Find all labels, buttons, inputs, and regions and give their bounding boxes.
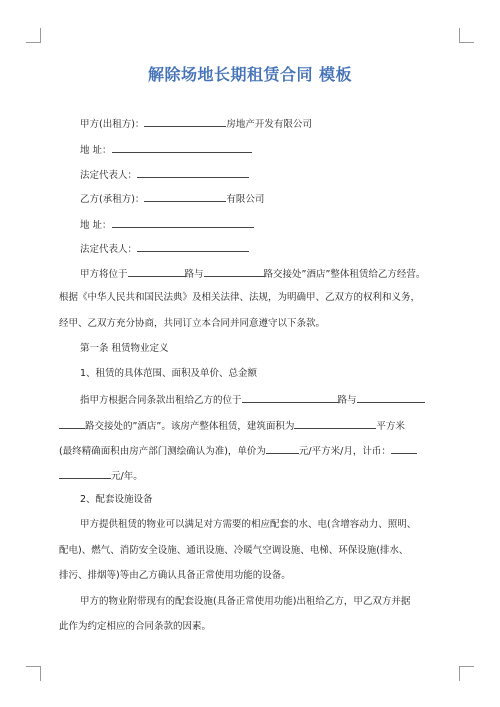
body-text: 元/平方米/月，计币：: [298, 446, 391, 457]
crop-mark-bottom-right: [459, 666, 474, 681]
party-b-name-blank[interactable]: [144, 190, 226, 202]
party-b-label: 乙方(承租方)：: [80, 194, 145, 205]
annual-total-blank[interactable]: [59, 467, 111, 479]
article-1-p2-line-1: 甲方提供租赁的物业可以满足对方需要的相应配套的水、电(含增容动力、照明、: [80, 519, 417, 530]
article-1-sub-2: 2、配套设施设备: [80, 494, 153, 505]
article-1-p1-line-2: [59, 417, 405, 434]
body-text: (最终精确面积由房产部门测绘确认为准)，单价为: [59, 446, 266, 457]
road-3-blank[interactable]: [242, 391, 338, 403]
party-a-name-blank[interactable]: [144, 115, 226, 127]
area-blank[interactable]: [294, 417, 376, 429]
road-2-blank[interactable]: [204, 265, 264, 277]
crop-mark-top-left: [26, 28, 41, 43]
article-1-p3-line-2: 此作为约定相应的合同条款的因素。: [59, 621, 212, 632]
party-a-rep-label: 法定代表人：: [80, 170, 138, 181]
intro-line-3: 经甲、乙双方充分协商，共同订立本合同并同意遵守以下条款。: [59, 318, 326, 329]
party-a-rep-blank[interactable]: [137, 166, 249, 178]
intro-text: 路交接处”酒店”整体租赁给乙方经营。: [263, 269, 426, 280]
article-1-sub-1: 1、租赁的具体范围、面积及单价、总金额: [80, 368, 258, 379]
party-a-address-blank[interactable]: [112, 141, 252, 153]
article-1-p1-line-4: [59, 467, 143, 484]
unit-price-blank[interactable]: [266, 442, 299, 454]
body-text: 平方米: [376, 421, 405, 432]
party-a-suffix: 房地产开发有限公司: [226, 119, 312, 130]
road-4-continued-blank[interactable]: [59, 417, 85, 429]
party-a-rep-line: [80, 166, 249, 183]
intro-line-1: [80, 265, 425, 282]
road-4-blank[interactable]: [357, 391, 425, 403]
body-text: 元/年。: [111, 471, 143, 482]
party-b-suffix: 有限公司: [226, 194, 265, 205]
party-a-label: 甲方(出租方)：: [80, 119, 145, 130]
party-b-rep-label: 法定代表人：: [80, 244, 138, 255]
article-1-p1-line-1: [80, 391, 425, 408]
party-a-address-line: [80, 141, 252, 158]
currency-blank[interactable]: [391, 442, 417, 454]
crop-mark-bottom-left: [26, 666, 41, 681]
road-1-blank[interactable]: [128, 265, 185, 277]
article-1-p2-line-3: 排污、排烟等)等由乙方确认具备正常使用功能的设备。: [59, 570, 291, 581]
party-a-line: [80, 115, 312, 132]
body-text: 路交接处的”酒店”。该房产整体租赁，建筑面积为: [85, 421, 295, 432]
party-b-address-label: 地 址：: [80, 220, 112, 231]
party-b-rep-line: [80, 240, 249, 257]
intro-text: 路与: [184, 269, 204, 280]
article-1-p3-line-1: 甲方的物业附带现有的配套设施(具备正常使用功能)出租给乙方，甲乙双方并据: [80, 596, 411, 607]
intro-text: 甲方将位于: [80, 269, 128, 280]
party-b-address-line: [80, 216, 254, 233]
document-title: 解除场地长期租赁合同 模板: [147, 65, 353, 84]
article-1-p2-line-2: 配电)、燃气、消防安全设施、通讯设施、冷暖气空调设施、电梯、环保设施(排水、: [59, 545, 409, 556]
party-a-address-label: 地 址：: [80, 145, 112, 156]
crop-mark-top-right: [459, 28, 474, 43]
body-text: 路与: [337, 395, 357, 406]
article-1-heading: 第一条 租赁物业定义: [80, 343, 169, 354]
party-b-line: [80, 190, 264, 207]
body-text: 指甲方根据合同条款出租给乙方的位于: [80, 395, 242, 406]
party-b-address-blank[interactable]: [112, 216, 254, 228]
intro-line-2: 根据《中华人民共和国民法典》及相关法律、法规，为明确甲、乙双方的权利和义务，: [59, 292, 421, 303]
article-1-p1-line-3: [59, 442, 417, 459]
party-b-rep-blank[interactable]: [137, 240, 249, 252]
